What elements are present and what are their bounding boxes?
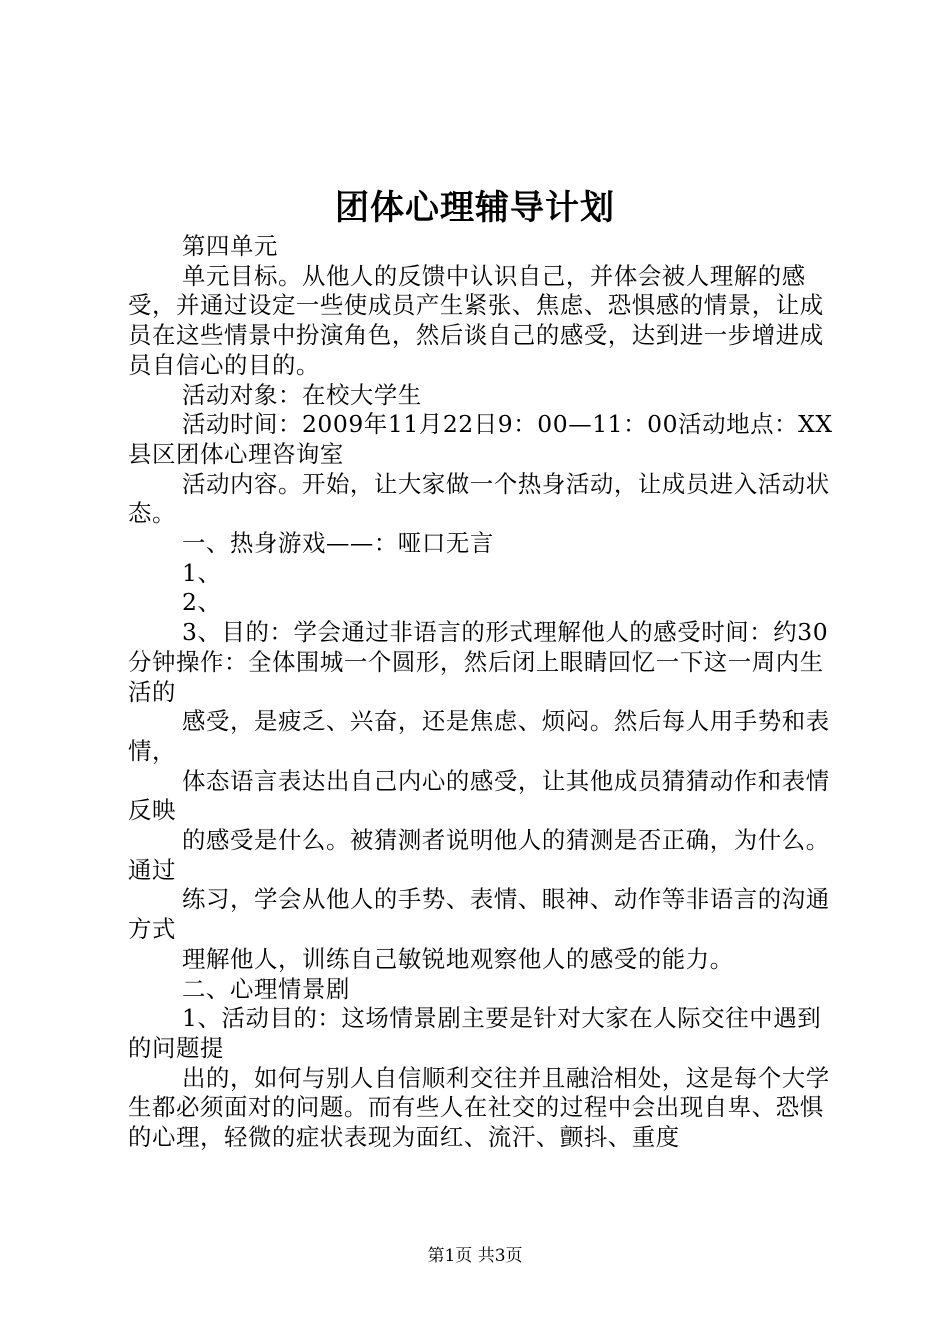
paragraph-warmup-heading: 一、热身游戏——：哑口无言 <box>182 529 494 558</box>
paragraph-unit-heading: 第四单元 <box>182 232 278 260</box>
paragraph-item-2: 2、 <box>182 588 222 617</box>
paragraph-unit-goal: 单元目标。从他人的反馈中认识自己，并体会被人理解的感受，并通过设定一些使成员产生紧张、焦虑、恐惧感的情景，让成员在这些情景中扮演角色，然后谈自己的感受，达到进一步增进成员自信心的目的。 <box>128 261 824 379</box>
paragraph-time-location: 活动时间：2009年11月22日9：00—11：00活动地点：XX县区团体心理咨询室 <box>128 410 833 468</box>
document-body <box>128 232 834 1153</box>
paragraph-drama-heading: 二、心理情景剧 <box>182 974 350 1003</box>
paragraph-content: 活动内容。开始，让大家做一个热身活动，让成员进入活动状态。 <box>128 469 830 528</box>
paragraph-practice: 练习，学会从他人的手势、表情、眼神、动作等非语言的沟通方式 <box>128 885 830 944</box>
paragraph-item-1: 1、 <box>182 558 222 587</box>
paragraph-drama-goal: 1、活动目的：这场情景剧主要是针对大家在人际交往中遇到的问题提 <box>128 1004 822 1062</box>
paragraph-understand: 理解他人，训练自己敏锐地观察他人的感受的能力。 <box>182 944 734 973</box>
paragraph-feelings: 感受，是疲乏、兴奋，还是焦虑、烦闷。然后每人用手势和表情， <box>128 707 830 765</box>
paragraph-drama-detail: 出的，如何与别人自信顺利交往并且融洽相处，这是每个大学生都必须面对的问题。而有些人在社交的过程中会出现自卑、恐惧的心理，轻微的症状表现为面红、流汗、颤抖、重度 <box>128 1063 830 1152</box>
page-footer: 第1页 共3页 <box>427 1246 523 1266</box>
document-title: 团体心理辅导计划 <box>335 188 615 228</box>
paragraph-guess: 的感受是什么。被猜测者说明他人的猜测是否正确，为什么。通过 <box>128 826 830 884</box>
paragraph-target: 活动对象：在校大学生 <box>182 380 422 409</box>
paragraph-body-language: 体态语言表达出自己内心的感受，让其他成员猜猜动作和表情反映 <box>128 766 830 825</box>
paragraph-item-3: 3、目的：学会通过非语言的形式理解他人的感受时间：约30分钟操作：全体围城一个圆形，然后闭上眼睛回忆一下这一周内生活的 <box>128 618 829 706</box>
